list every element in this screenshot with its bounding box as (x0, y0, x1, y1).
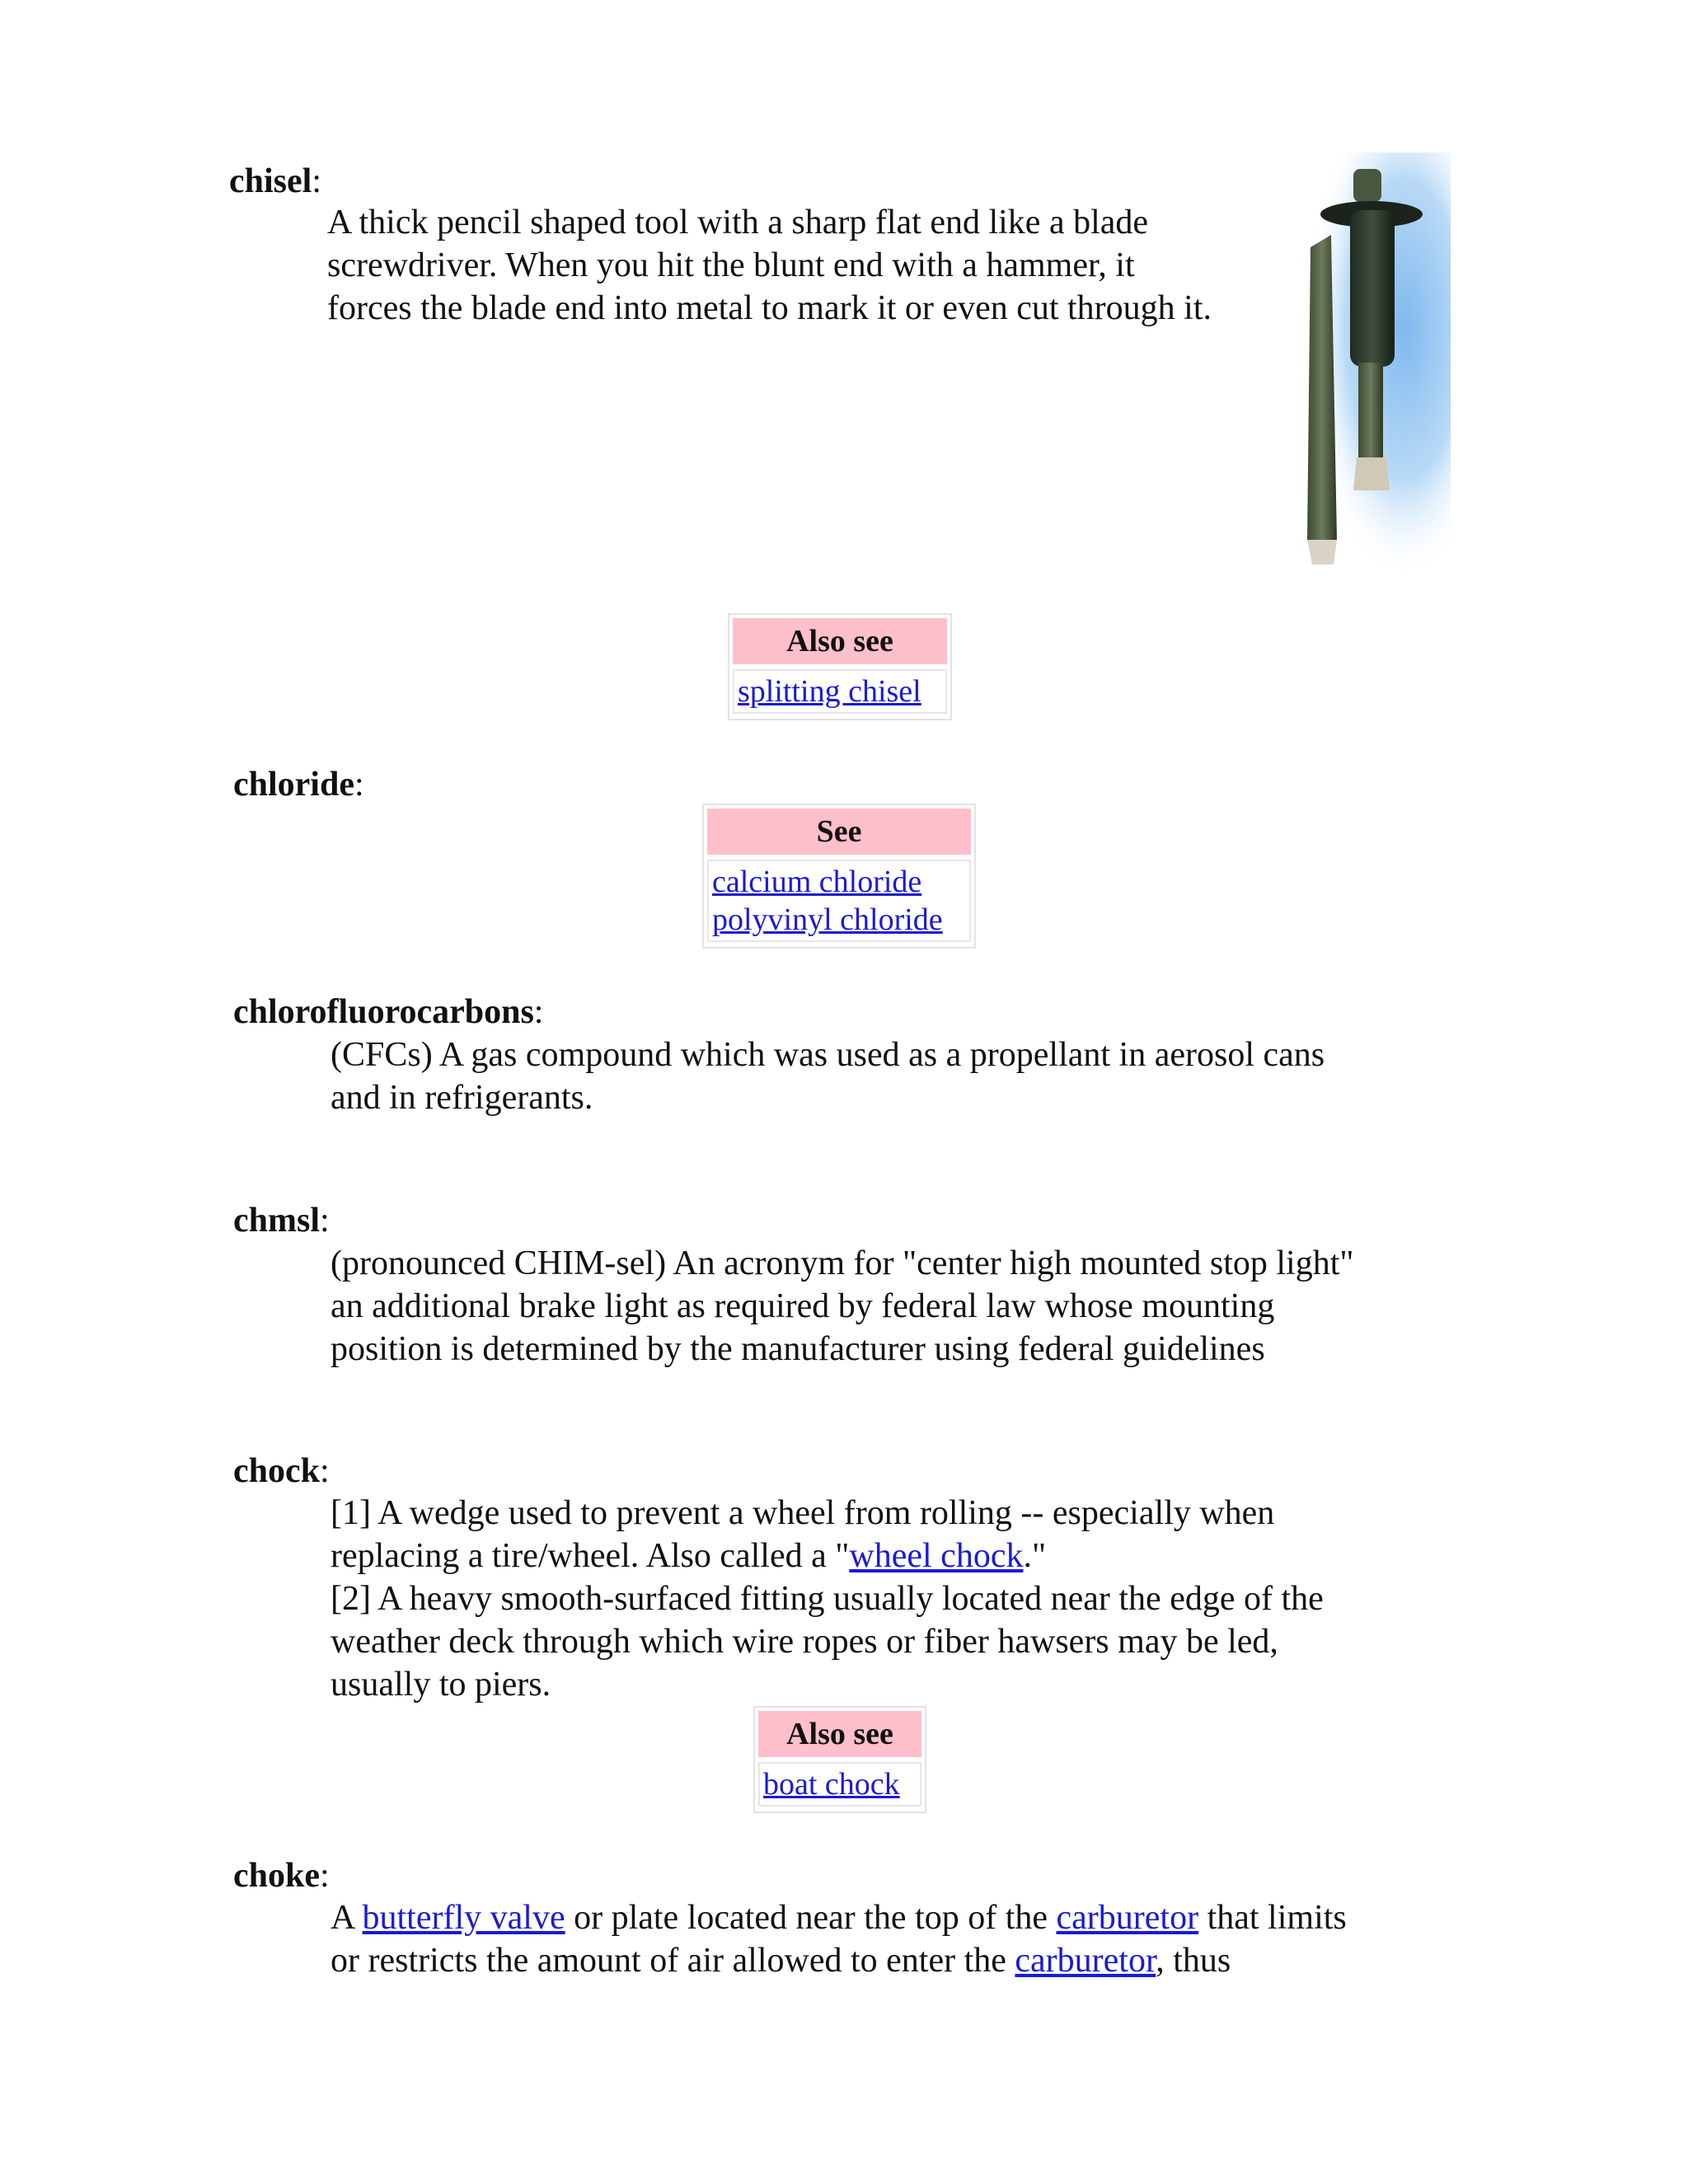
definition-line: [2] A heavy smooth-surfaced fitting usually located near the edge of the (331, 1580, 1324, 1618)
definition-line: [1] A wedge used to prevent a wheel from rolling -- especially when (331, 1494, 1275, 1532)
see-box (702, 804, 976, 949)
definition-line: screwdriver. When you hit the blunt end with a hammer, it (327, 246, 1135, 284)
term-heading: chisel (229, 162, 312, 200)
definition-line: or restricts the amount of air allowed to enter the carburetor, thus (331, 1942, 1231, 1980)
link-polyvinyl-chloride[interactable]: polyvinyl chloride (712, 902, 943, 937)
link-calcium-chloride[interactable]: calcium chloride (712, 865, 922, 899)
also-see-list (758, 1762, 921, 1807)
link-carburetor[interactable]: carburetor (1056, 1899, 1199, 1937)
definition-chock (331, 1492, 1324, 1706)
definition-choke (331, 1896, 1347, 1982)
also-see-list (733, 669, 947, 714)
definition-line: weather deck through which wire ropes or fiber hawsers may be led, (331, 1623, 1278, 1661)
term-heading: chloride (233, 766, 354, 804)
definition-chisel (327, 201, 1212, 330)
definition-line: A butterfly valve or plate located near the top of the carburetor that limits (331, 1899, 1347, 1937)
see-list (707, 860, 971, 942)
term-heading: chlorofluorocarbons (233, 993, 534, 1031)
also-see-box (728, 613, 952, 720)
term-chlorofluorocarbons: chlorofluorocarbons: (233, 993, 544, 1031)
definition-line: and in refrigerants. (331, 1079, 593, 1117)
definition-chmsl (331, 1242, 1354, 1371)
link-boat-chock[interactable]: boat chock (763, 1767, 900, 1802)
definition-line: an additional brake light as required by federal law whose mounting (331, 1287, 1275, 1325)
definition-line: (CFCs) A gas compound which was used as a propellant in aerosol cans (331, 1036, 1325, 1074)
definition-line: usually to piers. (331, 1666, 551, 1704)
term-chmsl: chmsl: (233, 1202, 330, 1240)
term-chock: chock: (233, 1452, 330, 1490)
definition-chlorofluorocarbons (331, 1033, 1325, 1119)
definition-line: A thick pencil shaped tool with a sharp flat end like a blade (327, 204, 1149, 241)
term-heading: chmsl (233, 1202, 320, 1240)
link-splitting-chisel[interactable]: splitting chisel (738, 674, 921, 709)
term-heading: chock (233, 1452, 320, 1490)
link-carburetor[interactable]: carburetor (1015, 1942, 1156, 1980)
link-wheel-chock[interactable]: wheel chock (849, 1537, 1024, 1575)
term-choke: choke: (233, 1857, 330, 1895)
definition-line: (pronounced CHIM-sel) An acronym for "center high mounted stop light" (331, 1244, 1354, 1282)
also-see-header: Also see (758, 1711, 921, 1757)
definition-line: forces the blade end into metal to mark it or even cut through it. (327, 289, 1212, 327)
also-see-header: Also see (733, 618, 947, 664)
term-chloride: chloride: (233, 766, 364, 804)
chisel-image (1286, 152, 1451, 573)
term-heading: choke (233, 1857, 320, 1895)
link-butterfly-valve[interactable]: butterfly valve (362, 1899, 565, 1937)
definition-line: replacing a tire/wheel. Also called a "wheel chock." (331, 1537, 1047, 1575)
also-see-box (753, 1706, 926, 1813)
definition-line: position is determined by the manufacturer using federal guidelines (331, 1330, 1265, 1368)
see-header: See (707, 808, 971, 855)
term-chisel: chisel: (229, 162, 321, 200)
